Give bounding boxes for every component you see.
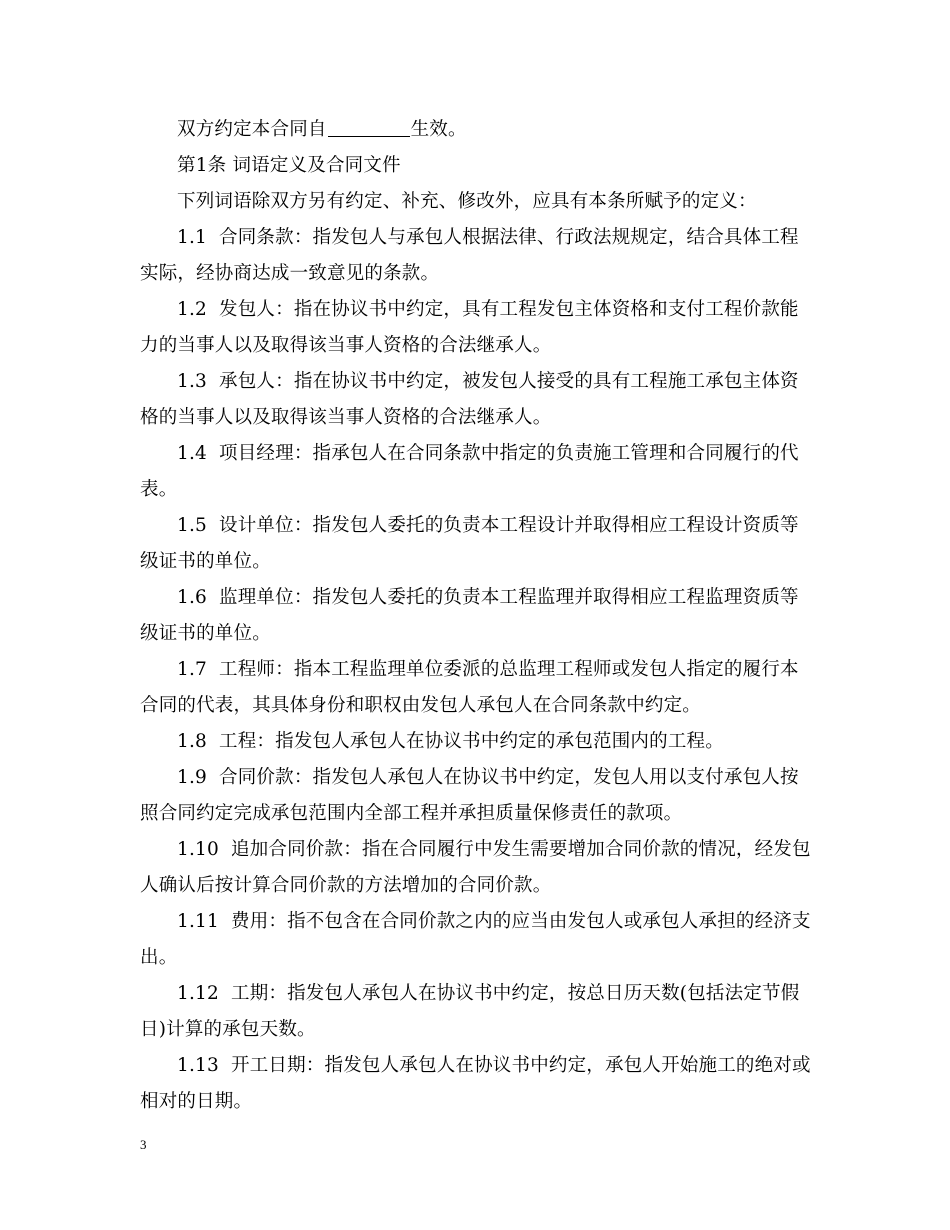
clause-text: 合同价款：指发包人承包人在协议书中约定，发包人用以支付承包人按 [219, 767, 799, 788]
effective-date-sentence [140, 112, 816, 148]
clause-list [140, 220, 816, 1120]
clause-number: 1.9 [177, 767, 208, 788]
clause-number: 1.2 [177, 299, 208, 320]
clause-item [140, 580, 816, 652]
clause-number: 1.6 [177, 587, 208, 608]
clause-item [140, 976, 816, 1048]
clause-text: 监理单位：指发包人委托的负责本工程监理并取得相应工程监理资质等 [219, 587, 799, 608]
article-title: 第1条 词语定义及合同文件 [177, 155, 401, 176]
clause-text: 设计单位：指发包人委托的负责本工程设计并取得相应工程设计资质等 [219, 515, 799, 536]
clause-text-continued: 相对的日期。 [140, 1091, 253, 1112]
clause-item [140, 220, 816, 292]
clause-text-continued: 格的当事人以及取得该当事人资格的合法继承人。 [140, 407, 552, 428]
clause-number: 1.4 [177, 443, 208, 464]
clause-text: 工程师：指本工程监理单位委派的总监理工程师或发包人指定的履行本 [219, 659, 799, 680]
clause-item [140, 436, 816, 508]
clause-number: 1.11 [177, 911, 219, 932]
clause-number: 1.5 [177, 515, 208, 536]
clause-item [140, 652, 816, 724]
clause-text: 发包人：指在协议书中约定，具有工程发包主体资格和支付工程价款能 [219, 299, 799, 320]
clause-item [140, 724, 816, 760]
clause-text-continued: 实际，经协商达成一致意见的条款。 [140, 263, 440, 284]
effective-date-prefix: 双方约定本合同自 [177, 119, 327, 140]
clause-item [140, 292, 816, 364]
clause-number: 1.12 [177, 983, 219, 1004]
page-number: 3 [140, 1137, 147, 1152]
effective-date-suffix: 生效。 [410, 119, 467, 140]
clause-text: 工程：指发包人承包人在协议书中约定的承包范围内的工程。 [219, 731, 724, 752]
clause-text-continued: 力的当事人以及取得该当事人资格的合法继承人。 [140, 335, 552, 356]
clause-item [140, 364, 816, 436]
clause-number: 1.10 [177, 839, 219, 860]
effective-date-blank[interactable] [328, 118, 410, 137]
article-lead: 下列词语除双方另有约定、补充、修改外，应具有本条所赋予的定义： [177, 191, 757, 212]
clause-text-continued: 级证书的单位。 [140, 551, 271, 572]
clause-text: 合同条款：指发包人与承包人根据法律、行政法规规定，结合具体工程 [219, 227, 799, 248]
clause-number: 1.7 [177, 659, 208, 680]
clause-item [140, 904, 816, 976]
clause-number: 1.3 [177, 371, 208, 392]
clause-text: 费用：指不包含在合同价款之内的应当由发包人或承包人承担的经济支 [231, 911, 811, 932]
clause-text-continued: 表。 [140, 479, 178, 500]
clause-text: 承包人：指在协议书中约定，被发包人接受的具有工程施工承包主体资 [219, 371, 799, 392]
clause-number: 1.13 [177, 1055, 219, 1076]
clause-text-continued: 人确认后按计算合同价款的方法增加的合同价款。 [140, 875, 552, 896]
clause-text: 开工日期：指发包人承包人在协议书中约定，承包人开始施工的绝对或 [231, 1055, 811, 1076]
clause-text: 工期：指发包人承包人在协议书中约定，按总日历天数(包括法定节假 [231, 983, 800, 1004]
clause-item [140, 1048, 816, 1120]
clause-text-continued: 出。 [140, 947, 178, 968]
clause-item [140, 760, 816, 832]
clause-item [140, 832, 816, 904]
clause-text-continued: 级证书的单位。 [140, 623, 271, 644]
clause-text-continued: 合同的代表，其具体身份和职权由发包人承包人在合同条款中约定。 [140, 695, 702, 716]
clause-number: 1.8 [177, 731, 208, 752]
clause-text: 追加合同价款：指在合同履行中发生需要增加合同价款的情况，经发包 [231, 839, 811, 860]
clause-text-continued: 照合同约定完成承包范围内全部工程并承担质量保修责任的款项。 [140, 803, 683, 824]
clause-number: 1.1 [177, 227, 208, 248]
clause-item [140, 508, 816, 580]
clause-text-continued: 日)计算的承包天数。 [140, 1019, 316, 1040]
document-body [140, 112, 816, 1120]
clause-text: 项目经理：指承包人在合同条款中指定的负责施工管理和合同履行的代 [219, 443, 799, 464]
